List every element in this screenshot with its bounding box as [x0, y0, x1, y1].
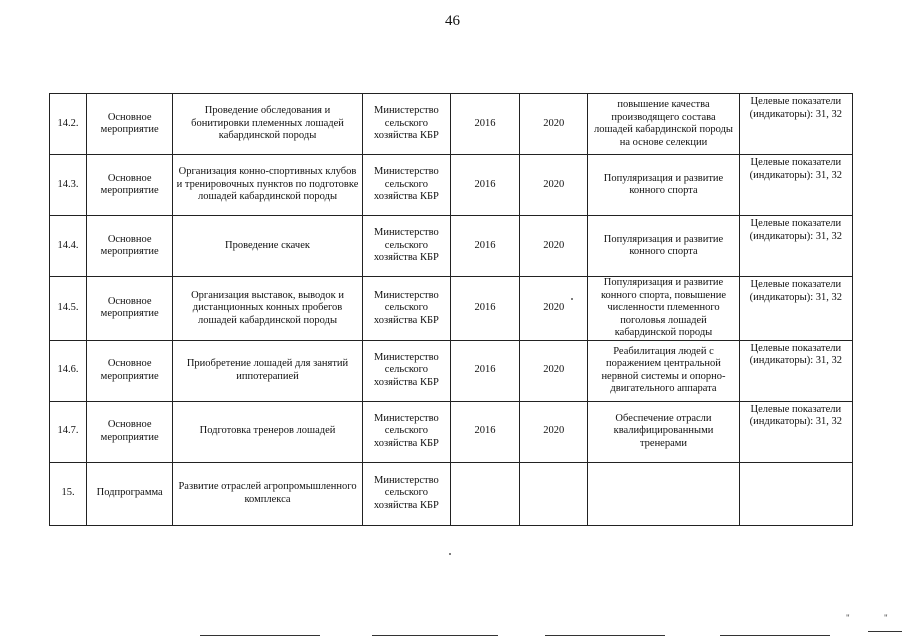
row-activity-name: Приобретение лошадей для занятий иппотерапией [173, 340, 362, 401]
row-expected-result: Реабилитация людей с поражением центральной нервной системы и опорно-двигательного аппарата [588, 340, 739, 401]
table-row [50, 155, 853, 216]
footer-rule [868, 631, 902, 632]
table-row [50, 216, 853, 277]
row-type: Основное мероприятие [87, 340, 173, 401]
row-type: Основное мероприятие [87, 216, 173, 277]
row-expected-result: Популяризация и развитие конного спорта [588, 216, 739, 277]
program-activities-table [49, 93, 853, 526]
row-indicators: Целевые показатели (индикаторы): 31, 32 [739, 94, 852, 155]
row-indicators: Целевые показатели (индикаторы): 31, 32 [739, 277, 852, 341]
row-indicators: Целевые показатели (индикаторы): 31, 32 [739, 401, 852, 462]
row-executor: Министерство сельского хозяйства КБР [362, 94, 450, 155]
footer-rule [372, 635, 498, 636]
row-type: Основное мероприятие [87, 155, 173, 216]
table-row [50, 340, 853, 401]
scan-speck [571, 298, 573, 300]
row-indicators: Целевые показатели (индикаторы): 31, 32 [739, 155, 852, 216]
row-number: 14.7. [50, 401, 87, 462]
row-indicators [739, 462, 852, 525]
row-indicators: Целевые показатели (индикаторы): 31, 32 [739, 216, 852, 277]
row-executor: Министерство сельского хозяйства КБР [362, 401, 450, 462]
table-row [50, 462, 853, 525]
row-start-year: 2016 [450, 277, 519, 341]
row-executor: Министерство сельского хозяйства КБР [362, 462, 450, 525]
row-activity-name: Проведение скачек [173, 216, 362, 277]
table-row [50, 277, 853, 341]
row-type: Основное мероприятие [87, 94, 173, 155]
row-expected-result: Обеспечение отрасли квалифицированными тренерами [588, 401, 739, 462]
footer-rule [545, 635, 665, 636]
row-end-year: 2020 [520, 216, 588, 277]
row-executor: Министерство сельского хозяйства КБР [362, 340, 450, 401]
row-number: 14.5. [50, 277, 87, 341]
footer-rule [720, 635, 830, 636]
row-end-year: 2020 [520, 277, 588, 341]
row-start-year: 2016 [450, 401, 519, 462]
row-executor: Министерство сельского хозяйства КБР [362, 216, 450, 277]
row-number: 14.2. [50, 94, 87, 155]
table-row [50, 401, 853, 462]
row-end-year: 2020 [520, 401, 588, 462]
row-expected-result: Популяризация и развитие конного спорта [588, 155, 739, 216]
row-end-year: 2020 [520, 155, 588, 216]
row-expected-result [588, 462, 739, 525]
table-row [50, 94, 853, 155]
row-executor: Министерство сельского хозяйства КБР [362, 155, 450, 216]
row-type: Основное мероприятие [87, 401, 173, 462]
row-activity-name: Развитие отраслей агропромышленного комплекса [173, 462, 362, 525]
row-type: Подпрограмма [87, 462, 173, 525]
page-number: 46 [445, 13, 460, 29]
row-expected-result: повышение качества производящего состава лошадей кабардинской породы на основе селекции [588, 94, 739, 155]
row-activity-name: Подготовка тренеров лошадей [173, 401, 362, 462]
row-number: 14.3. [50, 155, 87, 216]
row-start-year: 2016 [450, 155, 519, 216]
row-end-year: 2020 [520, 94, 588, 155]
row-end-year [520, 462, 588, 525]
row-start-year: 2016 [450, 94, 519, 155]
row-start-year [450, 462, 519, 525]
row-number: 15. [50, 462, 87, 525]
row-expected-result: Популяризация и развитие конного спорта, повышение численности племенного поголовья лошадей кабардинской породы [588, 277, 739, 341]
row-activity-name: Проведение обследования и бонитировки племенных лошадей кабардинской породы [173, 94, 362, 155]
quote-mark: " [884, 613, 888, 623]
row-number: 14.4. [50, 216, 87, 277]
quote-mark: " [846, 613, 850, 623]
row-start-year: 2016 [450, 340, 519, 401]
row-type: Основное мероприятие [87, 277, 173, 341]
row-indicators: Целевые показатели (индикаторы): 31, 32 [739, 340, 852, 401]
row-number: 14.6. [50, 340, 87, 401]
scan-speck [449, 553, 451, 555]
row-start-year: 2016 [450, 216, 519, 277]
row-activity-name: Организация выставок, выводок и дистанционных конных пробегов лошадей кабардинской породы [173, 277, 362, 341]
row-executor: Министерство сельского хозяйства КБР [362, 277, 450, 341]
footer-rule [200, 635, 320, 636]
row-end-year: 2020 [520, 340, 588, 401]
row-activity-name: Организация конно-спортивных клубов и тренировочных пунктов по подготовке лошадей кабардинской породы [173, 155, 362, 216]
